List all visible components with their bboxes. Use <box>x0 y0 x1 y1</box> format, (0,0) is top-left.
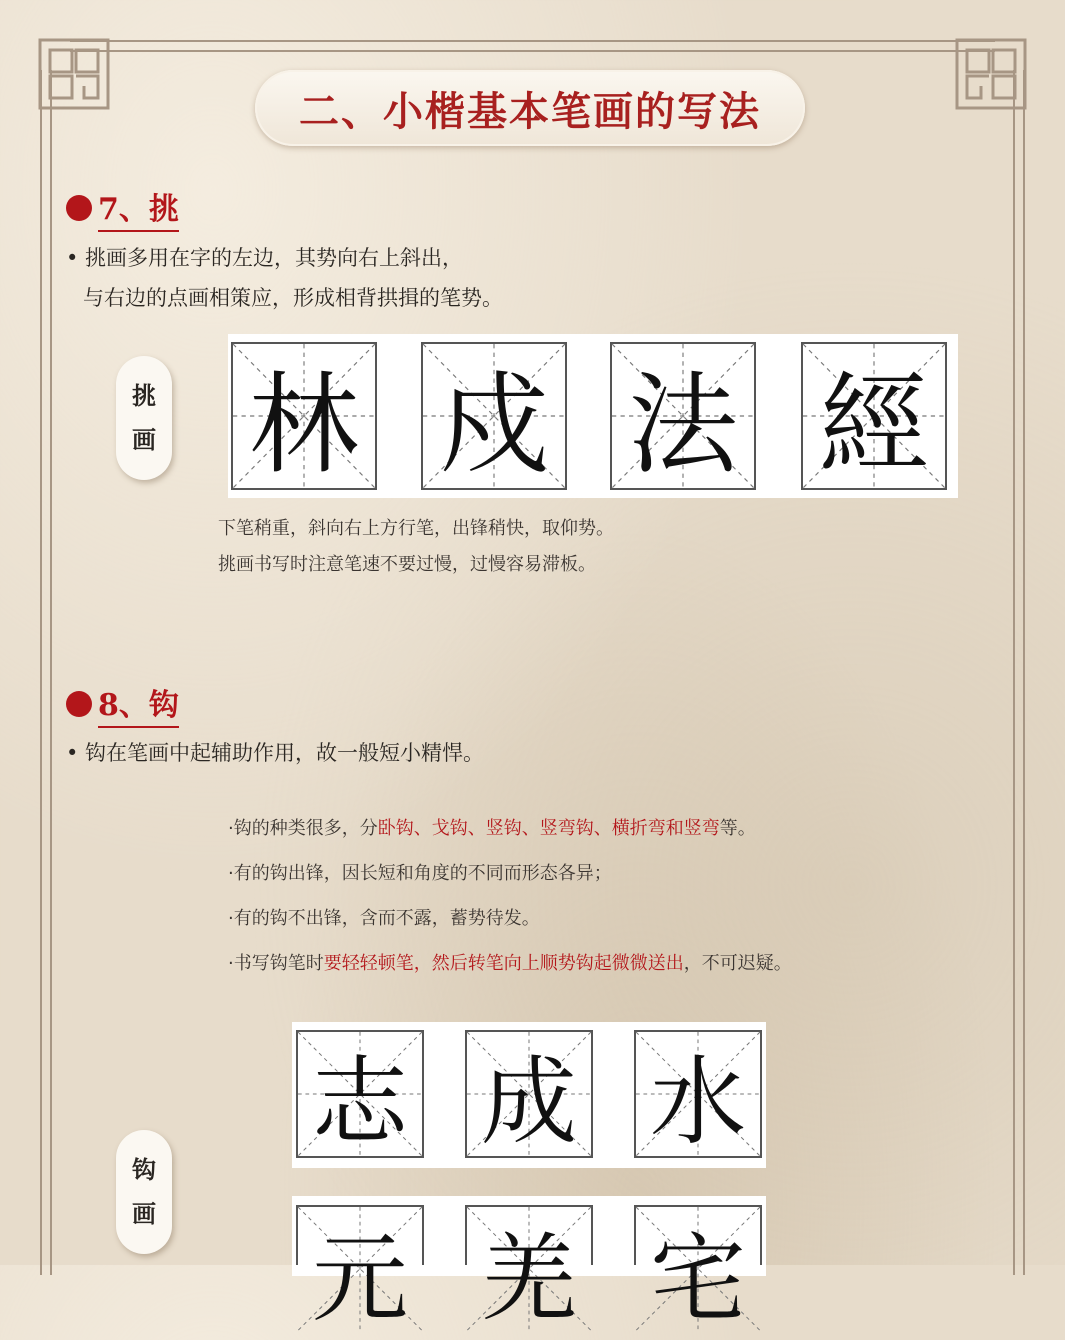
frame-left-outer <box>40 70 42 1275</box>
note-highlight: 卧钩、戈钩、竖钩、竖弯钩、横折弯和竖弯 <box>377 818 720 839</box>
frame-right-outer <box>1023 70 1025 1275</box>
red-dot-icon <box>66 195 92 221</box>
section-7-bullet-line2: 与右边的点画相策应，形成相背拱揖的笔势。 <box>83 286 503 310</box>
fret-corner-icon <box>953 36 1029 112</box>
character-grid-box <box>634 1205 762 1335</box>
calligraphy-character: 水 <box>650 1045 746 1158</box>
character-grid-box <box>421 342 567 490</box>
label-char-2: 画 <box>132 1199 156 1228</box>
frame-left-inner <box>50 70 52 1275</box>
section-7-notes <box>218 511 614 583</box>
character-grid-box <box>634 1030 762 1158</box>
calligraphy-character: 法 <box>628 361 738 489</box>
fret-corner-icon <box>36 36 112 112</box>
calligraphy-character: 林 <box>249 361 359 489</box>
note-text: ·钩的种类很多，分 <box>228 818 378 839</box>
frame-top-inner <box>70 50 995 52</box>
section-8-note-1 <box>228 806 792 851</box>
label-char-2: 画 <box>132 425 156 454</box>
section-8-heading <box>66 680 179 728</box>
character-grid-box <box>465 1205 593 1335</box>
note-highlight: 要轻轻顿笔，然后转笔向上顺势钩起微微送出 <box>323 953 684 974</box>
label-char-1: 挑 <box>132 381 156 410</box>
character-grid-box <box>296 1205 424 1335</box>
label-char-1: 钩 <box>132 1155 156 1184</box>
stroke-label-gou <box>116 1130 172 1254</box>
calligraphy-character: 志 <box>312 1045 408 1158</box>
red-dot-icon <box>66 691 92 717</box>
frame-right-inner <box>1013 70 1015 1275</box>
section-7-note-line1: 下笔稍重，斜向右上方行笔，出锋稍快，取仰势。 <box>218 518 614 539</box>
section-7-bullet-line1: • 挑画多用在字的左边，其势向右上斜出， <box>66 246 464 270</box>
note-text: 等。 <box>719 818 756 839</box>
stroke-label-tiao <box>116 356 172 480</box>
note-text: ，不可迟疑。 <box>683 953 792 974</box>
calligraphy-character: 元 <box>312 1222 408 1335</box>
page-title: 二、小楷基本笔画的写法 <box>299 87 761 135</box>
frame-top-outer <box>70 40 995 42</box>
character-grid-box <box>465 1030 593 1158</box>
calligraphy-character: 宅 <box>650 1222 746 1335</box>
character-grid-box <box>296 1030 424 1158</box>
section-7-title: 7、挑 <box>98 184 179 232</box>
section-7-bullet <box>66 238 503 318</box>
calligraphy-character: 成 <box>481 1045 577 1158</box>
section-8-note-3: ·有的钩不出锋，含而不露，蓄势待发。 <box>228 908 540 929</box>
section-7-note-line2: 挑画书写时注意笔速不要过慢，过慢容易滞板。 <box>218 554 596 575</box>
title-banner <box>255 70 805 146</box>
section-8-notes <box>228 806 792 986</box>
section-8-title: 8、钩 <box>98 680 179 728</box>
section-8-bullet: • 钩在笔画中起辅助作用，故一般短小精悍。 <box>66 741 485 765</box>
section-8-note-4 <box>228 941 792 986</box>
note-text: ·书写钩笔时 <box>228 953 324 974</box>
calligraphy-character: 戍 <box>439 361 549 489</box>
calligraphy-character: 羌 <box>481 1222 577 1335</box>
character-grid-box <box>801 342 947 490</box>
calligraphy-character: 經 <box>819 361 929 489</box>
section-8-note-2: ·有的钩出锋，因长短和角度的不同而形态各异； <box>228 863 612 884</box>
section-7-heading <box>66 184 179 232</box>
character-grid-box <box>231 342 377 490</box>
character-grid-box <box>610 342 756 490</box>
